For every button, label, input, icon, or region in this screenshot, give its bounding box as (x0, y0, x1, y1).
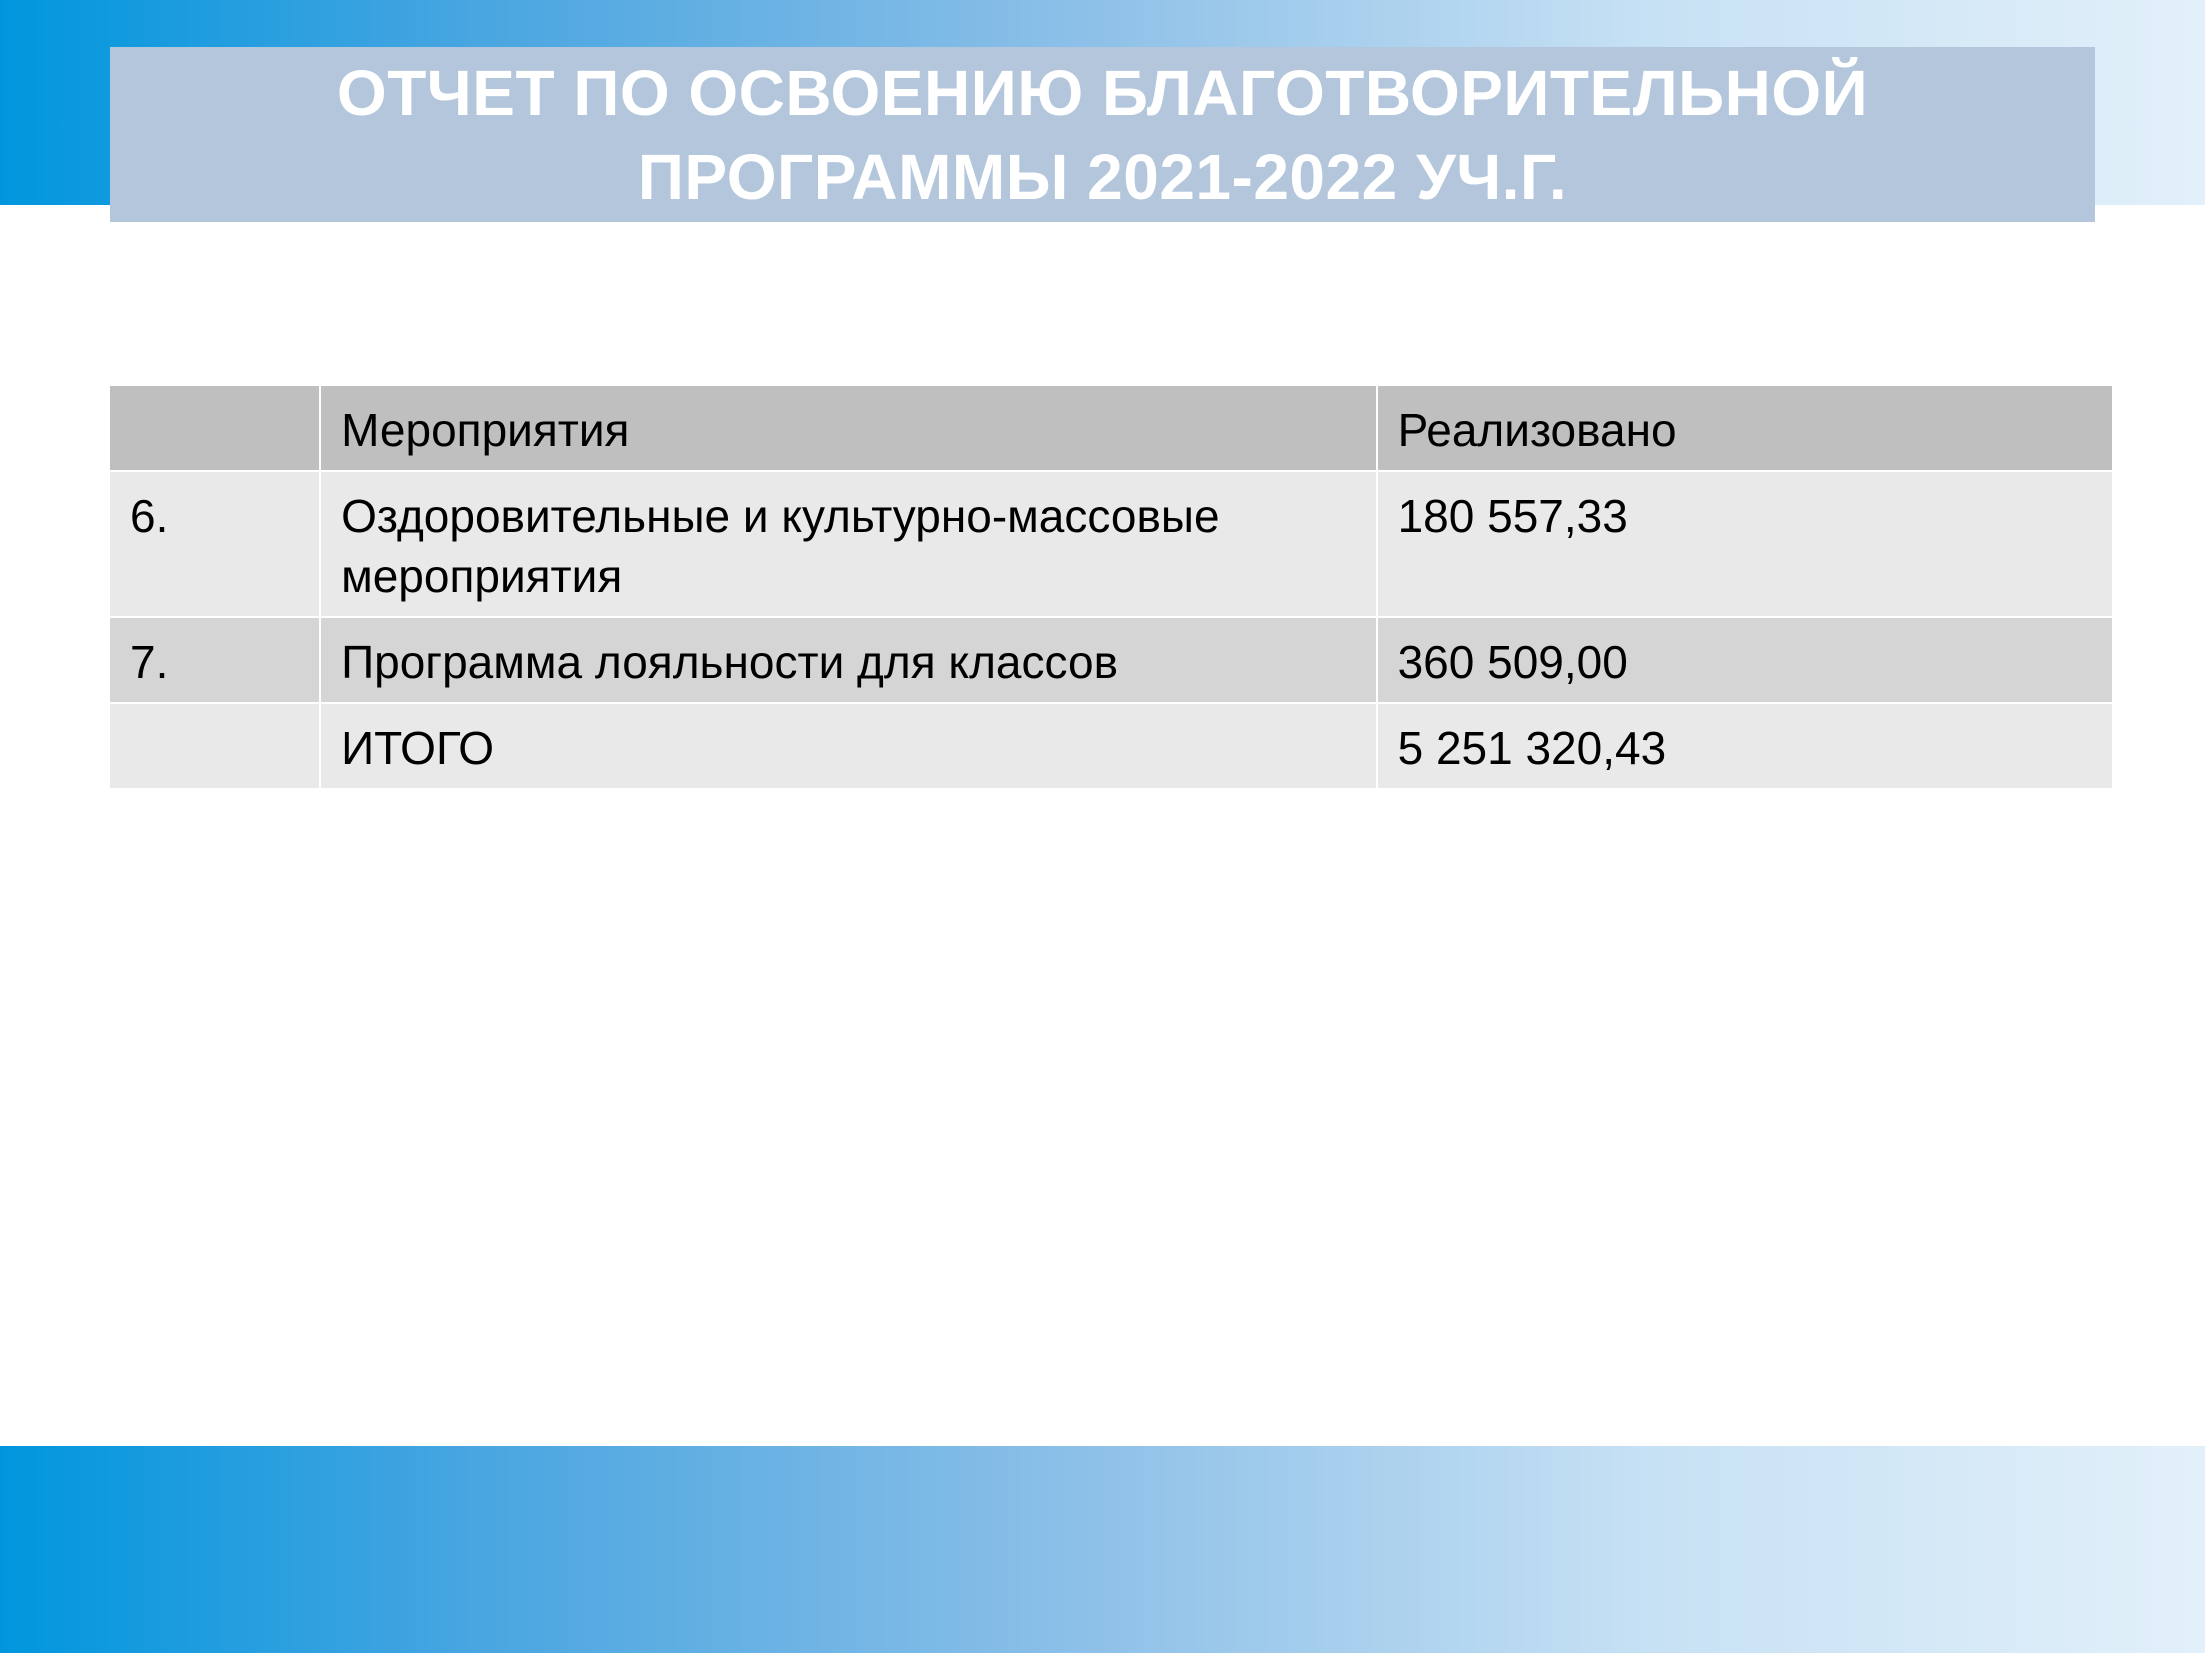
header-events: Мероприятия (320, 386, 1377, 471)
row-event-name-line-1: Оздоровительные и культурно-массовые (341, 490, 1220, 542)
title-box (110, 47, 2095, 222)
table-row (110, 471, 2112, 617)
total-label: ИТОГО (320, 703, 1377, 789)
row-number: 7. (110, 617, 320, 703)
header-realized: Реализовано (1377, 386, 2112, 471)
header-number (110, 386, 320, 471)
table-row (110, 617, 2112, 703)
row-number (110, 703, 320, 789)
page-title (337, 51, 1868, 219)
row-number: 6. (110, 471, 320, 617)
row-event-name (320, 471, 1377, 617)
report-table (110, 386, 2112, 790)
total-value: 5 251 320,43 (1377, 703, 2112, 789)
title-line-1: ОТЧЕТ ПО ОСВОЕНИЮ БЛАГОТВОРИТЕЛЬНОЙ (336, 56, 1869, 129)
row-event-name-line-2: мероприятия (341, 550, 623, 602)
row-value: 360 509,00 (1377, 617, 2112, 703)
title-line-2: ПРОГРАММЫ 2021-2022 УЧ.Г. (637, 140, 1568, 213)
bottom-gradient-band (0, 1446, 2205, 1653)
row-event-name: Программа лояльности для классов (320, 617, 1377, 703)
table-total-row (110, 703, 2112, 789)
row-value: 180 557,33 (1377, 471, 2112, 617)
table-header-row (110, 386, 2112, 471)
